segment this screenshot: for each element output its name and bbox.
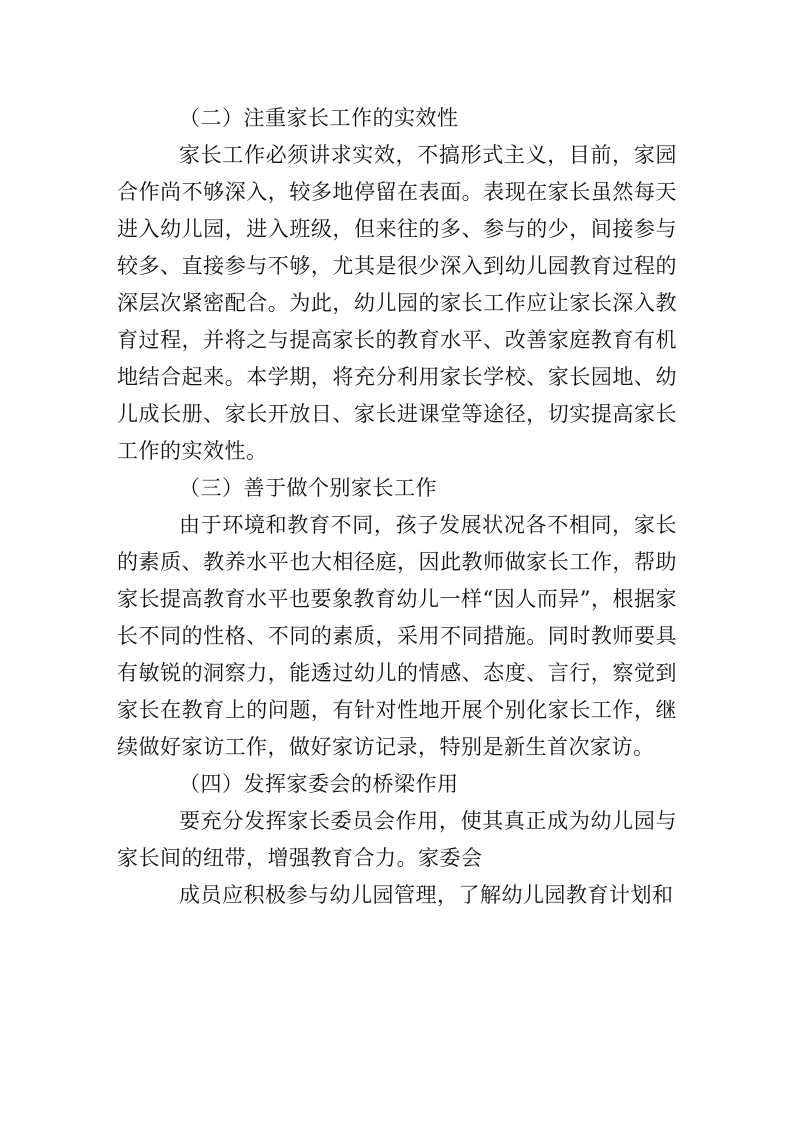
section-heading-3: （三）善于做个别家长工作 <box>179 476 437 500</box>
section-3-paragraph: 由于环境和教育不同，孩子发展状况各不相同，家长的素质、教养水平也大相径庭，因此教师做家长工作，帮助家长提高教育水平也要象教育幼儿一样“因人而异”，根据家长不同的性格、不同的素质，采用不同措施。同时教师要具有敏锐的洞察力，能透过幼儿的情感、态度、言行，察觉到家长在教育上的问题，有针对性地开展个别化家长工作，继续做好家访工作，做好家访记录，特别是新生首次家访。 <box>117 513 677 759</box>
section-heading-2: （二）注重家长工作的实效性 <box>179 106 459 130</box>
section-heading-4: （四）发挥家委会的桥梁作用 <box>179 772 459 796</box>
section-4-paragraph-1: 要充分发挥家长委员会作用，使其真正成为幼儿园与家长间的纽带，增强教育合力。家委会 <box>117 809 677 870</box>
section-4-paragraph-2: 成员应积极参与幼儿园管理，了解幼儿园教育计划和 <box>179 883 674 907</box>
section-2-paragraph: 家长工作必须讲求实效，不搞形式主义，目前，家园合作尚不够深入，较多地停留在表面。表现在家长虽然每天进入幼儿园，进入班级，但来往的多、参与的少，间接参与较多、直接参与不够，尤其是很少深入到幼儿园教育过程的深层次紧密配合。为此，幼儿园的家长工作应让家长深入教育过程，并将之与提高家长的教育水平、改善家庭教育有机地结合起来。本学期，将充分利用家长学校、家长园地、幼儿成长册、家长开放日、家长进课堂等途径，切实提高家长工作的实效性。 <box>117 143 677 463</box>
document-body <box>117 100 677 914</box>
